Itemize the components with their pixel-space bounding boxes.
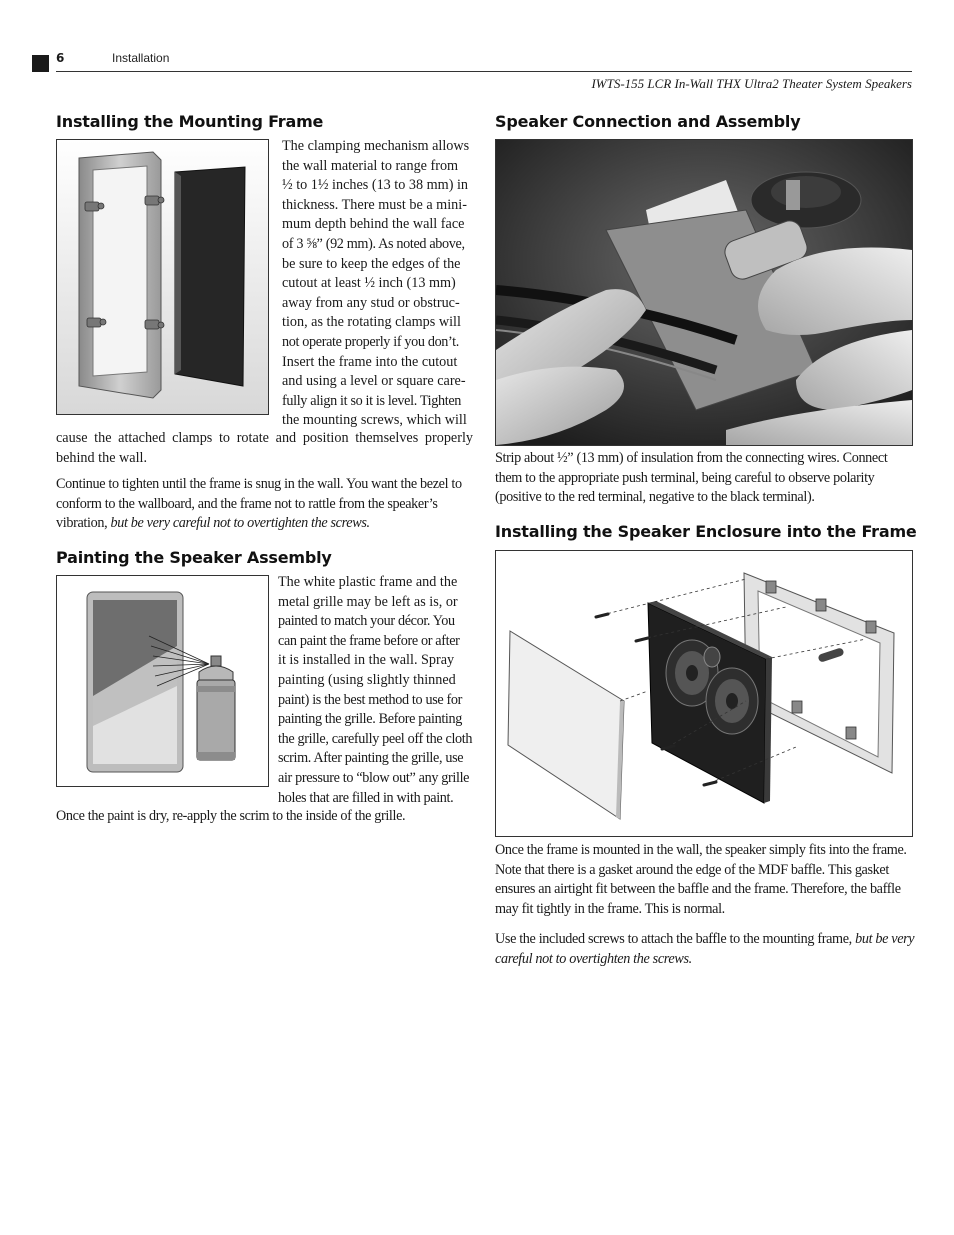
painting-illustration — [56, 575, 269, 787]
page-number: 6 — [56, 51, 65, 65]
text-line: thickness. There must be a mini- — [282, 196, 467, 213]
text-line: The clamping mechanism allows — [282, 138, 470, 154]
enclosure-para1: Once the frame is mounted in the wall, the speaker simply fits into the frame. Note that there is a gasket around the edge of the MDF baffle. This gasket ensures an airtight fit between the baffle and the frame. Therefore, the baffle may fit tightly in the frame. This is normal. — [495, 842, 907, 917]
document-title: IWTS-155 LCR In-Wall THX Ultra2 Theater System Speakers — [591, 76, 912, 91]
mounting-frame-wrap-text — [282, 137, 473, 431]
heading-connection: Speaker Connection and Assembly — [495, 112, 801, 131]
text-line: the wall material to range from — [282, 157, 459, 174]
text-line: mum depth behind the wall face — [282, 216, 465, 233]
page-marker — [32, 55, 49, 72]
body-text: Use the included screws to attach the baffle to the mounting frame, — [495, 931, 852, 947]
mounting-frame-illustration — [56, 139, 269, 415]
mounting-frame-continuation: cause the attached clamps to rotate and position themselves properly behind the wall. — [56, 430, 473, 466]
connection-photo — [495, 139, 913, 446]
warning-text: but be very careful not to overtighten the screws. — [110, 515, 370, 532]
text-line: it is installed in the wall. Spray — [278, 652, 455, 669]
connection-body: Strip about ½” (13 mm) of insulation from the connecting wires. Connect them to the appropriate push terminal, being careful to observe polarity (positive to the red terminal, negative to the black terminal). — [495, 450, 888, 506]
text-line: Insert the frame into the cutout — [282, 353, 458, 370]
text-line: of 3 ⅝” (92 mm). As noted above, — [282, 235, 465, 252]
enclosure-exploded-illustration — [495, 550, 913, 837]
header-rule — [56, 71, 912, 72]
text-line: tion, as the rotating clamps will — [282, 314, 461, 331]
text-line: cutout at least ½ inch (13 mm) — [282, 275, 456, 292]
body-text: Continue to tighten until the frame is snug in the wall. You want the bezel to conform to the wallboard, and the frame not to rattle from the speaker’s vibration, — [56, 476, 462, 532]
text-line: ½ to 1½ inches (13 to 38 mm) in — [282, 177, 468, 194]
text-line: the mounting screws, which will — [282, 412, 467, 429]
warning-text: but be very careful not to overtighten the screws. — [495, 931, 915, 967]
text-line: holes that are filled in with paint. — [278, 789, 454, 806]
text-line: The white plastic frame and the — [278, 574, 458, 590]
text-line: scrim. After painting the grille, use — [278, 750, 464, 767]
section-label: Installation — [112, 51, 170, 65]
text-line: be sure to keep the edges of the — [282, 255, 461, 272]
text-line: not operate properly if you don’t. — [282, 333, 459, 350]
text-line: air pressure to “blow out” any grille — [278, 769, 470, 786]
mounting-frame-para2 — [56, 475, 476, 534]
heading-mounting-frame: Installing the Mounting Frame — [56, 112, 324, 131]
text-line: fully align it so it is level. Tighten — [282, 392, 462, 409]
text-line: away from any stud or obstruc- — [282, 294, 460, 311]
painting-continuation: Once the paint is dry, re-apply the scrim to the inside of the grille. — [56, 808, 406, 824]
text-line: paint) is the best method to use for — [278, 691, 463, 708]
text-line: can paint the frame before or after — [278, 632, 460, 649]
text-line: painting (using slightly thinned — [278, 671, 456, 688]
text-line: the grille, carefully peel off the cloth — [278, 730, 473, 747]
text-line: metal grille may be left as is, or — [278, 593, 458, 610]
text-line: painting the grille. Before painting — [278, 711, 463, 728]
heading-enclosure: Installing the Speaker Enclosure into the Frame — [495, 522, 917, 541]
heading-painting: Painting the Speaker Assembly — [56, 548, 332, 567]
text-line: and using a level or square care- — [282, 373, 466, 390]
enclosure-para2 — [495, 930, 915, 969]
painting-wrap-text — [278, 573, 473, 808]
text-line: painted to match your décor. You — [278, 613, 455, 630]
